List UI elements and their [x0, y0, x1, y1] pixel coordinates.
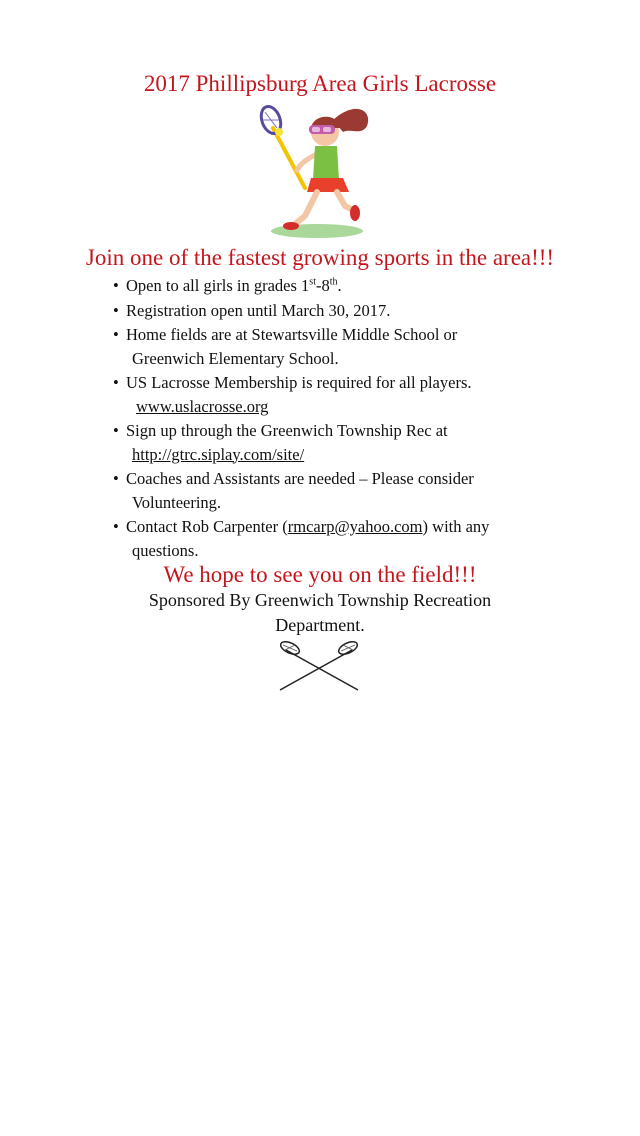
email-link[interactable]: rmcarp@yahoo.com	[287, 517, 423, 536]
bullet-icon: •	[113, 517, 119, 536]
bullet-icon: •	[113, 421, 119, 440]
bullet-icon: •	[113, 276, 119, 295]
closing-message: We hope to see you on the field!!!	[163, 562, 477, 587]
flyer-title: 2017 Phillipsburg Area Girls Lacrosse	[143, 71, 497, 96]
list-item-membership: • US Lacrosse Membership is required for all players. www.uslacrosse.org	[113, 373, 472, 416]
sponsor-text: Sponsored By Greenwich Township Recreation Department.	[148, 590, 492, 635]
list-item-contact: • Contact Rob Carpenter (rmcarp@yahoo.com) with any questions.	[113, 517, 490, 560]
siplay-link[interactable]: http://gtrc.siplay.com/site/	[132, 444, 305, 464]
list-item-home-fields: • Home fields are at Stewartsville Middle School or Greenwich Elementary School.	[113, 325, 458, 368]
list-item-registration: • Registration open until March 30, 2017.	[113, 299, 593, 323]
info-bullet-list	[113, 274, 593, 563]
crossed-sticks-icon	[272, 636, 366, 694]
lacrosse-player-illustration	[255, 98, 380, 238]
bullet-icon: •	[113, 469, 119, 488]
bullet-icon: •	[113, 300, 119, 320]
headline: Join one of the fastest growing sports in the area!!!	[85, 245, 555, 270]
list-item-signup: • Sign up through the Greenwich Township Rec at http://gtrc.siplay.com/site/	[113, 421, 448, 464]
uslacrosse-link[interactable]: www.uslacrosse.org	[136, 396, 269, 416]
bullet-icon: •	[113, 373, 119, 392]
list-item-coaches: • Coaches and Assistants are needed – Please consider Volunteering.	[113, 469, 474, 512]
list-item-grades: • Open to all girls in grades 1st-8th.	[113, 274, 593, 298]
bullet-icon: •	[113, 325, 119, 344]
